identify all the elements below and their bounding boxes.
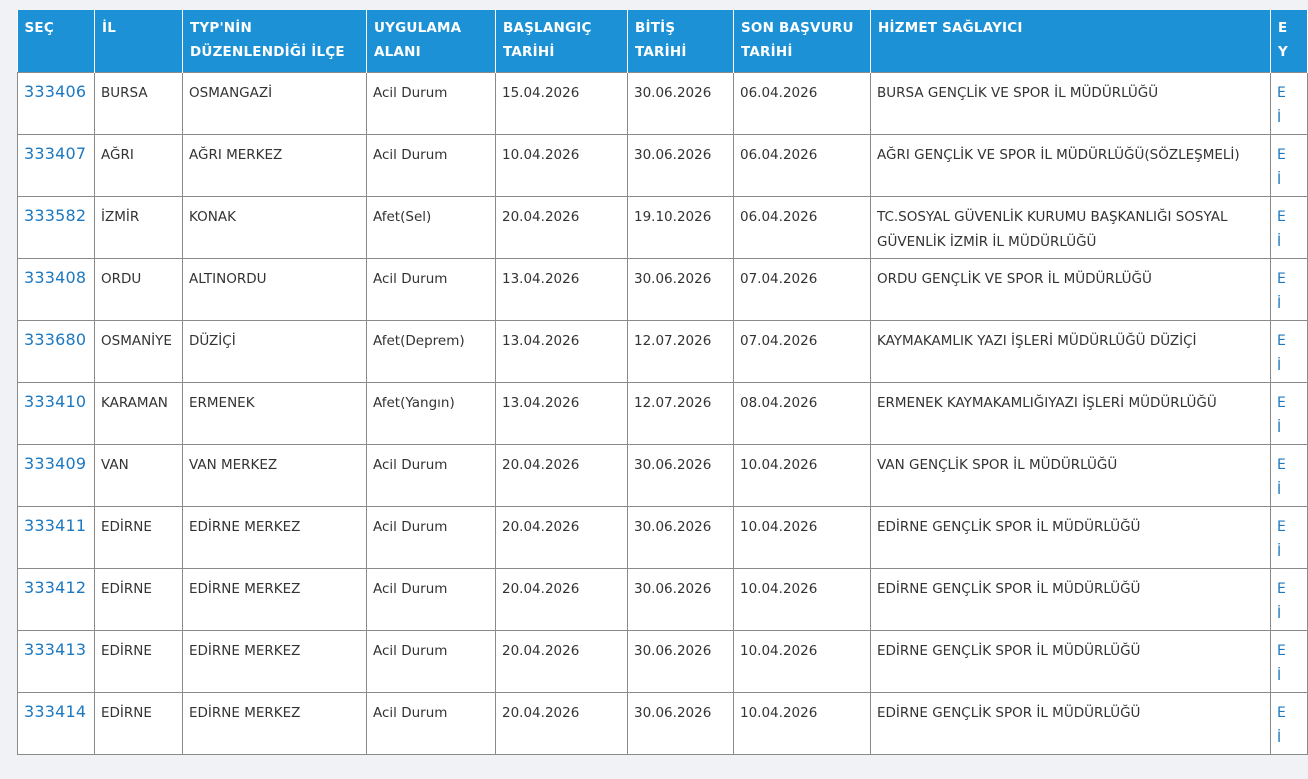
cell-extra-line1: E xyxy=(1277,84,1286,101)
cell-baslangic: 20.04.2026 xyxy=(496,196,628,258)
sec-link[interactable]: 333414 xyxy=(24,701,87,721)
cell-alan: Acil Durum xyxy=(367,568,496,630)
cell-il: KARAMAN xyxy=(95,382,183,444)
table-row xyxy=(18,196,1308,258)
sec-link[interactable]: 333413 xyxy=(24,639,87,659)
cell-il: EDİRNE xyxy=(95,630,183,692)
header-ilce[interactable] xyxy=(183,10,367,72)
header-row xyxy=(18,10,1308,72)
cell-alan: Acil Durum xyxy=(367,630,496,692)
cell-sec xyxy=(18,382,95,444)
table-body xyxy=(18,72,1308,754)
cell-baslangic: 20.04.2026 xyxy=(496,630,628,692)
header-extra[interactable] xyxy=(1271,10,1308,72)
cell-ilce: DÜZİÇİ xyxy=(183,320,367,382)
cell-alan: Acil Durum xyxy=(367,258,496,320)
cell-extra[interactable] xyxy=(1271,258,1308,320)
cell-il: EDİRNE xyxy=(95,568,183,630)
cell-sec xyxy=(18,630,95,692)
cell-alan: Acil Durum xyxy=(367,506,496,568)
cell-son-basvuru: 10.04.2026 xyxy=(734,630,871,692)
cell-hizmet: VAN GENÇLİK SPOR İL MÜDÜRLÜĞÜ xyxy=(871,444,1271,506)
cell-extra-line2: İ xyxy=(1277,543,1282,560)
header-hizmet[interactable] xyxy=(871,10,1271,72)
cell-bitis: 30.06.2026 xyxy=(628,568,734,630)
cell-extra[interactable] xyxy=(1271,72,1308,134)
sec-link[interactable]: 333412 xyxy=(24,577,87,597)
cell-hizmet: EDİRNE GENÇLİK SPOR İL MÜDÜRLÜĞÜ xyxy=(871,568,1271,630)
cell-ilce: ALTINORDU xyxy=(183,258,367,320)
cell-ilce: EDİRNE MERKEZ xyxy=(183,506,367,568)
cell-ilce: VAN MERKEZ xyxy=(183,444,367,506)
cell-son-basvuru: 06.04.2026 xyxy=(734,134,871,196)
table-row xyxy=(18,72,1308,134)
table-row xyxy=(18,444,1308,506)
cell-extra-line1: E xyxy=(1277,270,1286,287)
cell-alan: Afet(Sel) xyxy=(367,196,496,258)
cell-son-basvuru: 06.04.2026 xyxy=(734,72,871,134)
cell-hizmet: BURSA GENÇLİK VE SPOR İL MÜDÜRLÜĞÜ xyxy=(871,72,1271,134)
listings-table xyxy=(17,10,1308,755)
header-sec-label: SEÇ xyxy=(24,20,54,36)
table-row xyxy=(18,630,1308,692)
cell-son-basvuru: 07.04.2026 xyxy=(734,258,871,320)
cell-alan: Afet(Deprem) xyxy=(367,320,496,382)
sec-link[interactable]: 333582 xyxy=(24,205,87,225)
cell-il: İZMİR xyxy=(95,196,183,258)
header-baslangic-line2: TARİHİ xyxy=(503,44,555,60)
cell-son-basvuru: 07.04.2026 xyxy=(734,320,871,382)
cell-sec xyxy=(18,72,95,134)
cell-ilce: AĞRI MERKEZ xyxy=(183,134,367,196)
cell-extra-line1: E xyxy=(1277,518,1286,535)
cell-ilce: EDİRNE MERKEZ xyxy=(183,568,367,630)
header-bitis-line1: BİTİŞ xyxy=(635,20,676,36)
header-baslangic[interactable] xyxy=(496,10,628,72)
cell-ilce: ERMENEK xyxy=(183,382,367,444)
cell-bitis: 30.06.2026 xyxy=(628,258,734,320)
cell-il: AĞRI xyxy=(95,134,183,196)
cell-extra-line2: İ xyxy=(1277,233,1282,250)
cell-sec xyxy=(18,134,95,196)
cell-extra[interactable] xyxy=(1271,444,1308,506)
cell-hizmet: ORDU GENÇLİK VE SPOR İL MÜDÜRLÜĞÜ xyxy=(871,258,1271,320)
cell-alan: Acil Durum xyxy=(367,692,496,754)
cell-extra-line1: E xyxy=(1277,704,1286,721)
cell-bitis: 30.06.2026 xyxy=(628,506,734,568)
cell-extra-line2: İ xyxy=(1277,109,1282,126)
cell-son-basvuru: 10.04.2026 xyxy=(734,692,871,754)
cell-extra[interactable] xyxy=(1271,196,1308,258)
cell-baslangic: 20.04.2026 xyxy=(496,568,628,630)
cell-extra-line2: İ xyxy=(1277,481,1282,498)
cell-ilce: KONAK xyxy=(183,196,367,258)
cell-hizmet: EDİRNE GENÇLİK SPOR İL MÜDÜRLÜĞÜ xyxy=(871,692,1271,754)
cell-sec xyxy=(18,692,95,754)
cell-alan: Acil Durum xyxy=(367,134,496,196)
cell-hizmet: EDİRNE GENÇLİK SPOR İL MÜDÜRLÜĞÜ xyxy=(871,630,1271,692)
table-row xyxy=(18,258,1308,320)
header-bitis[interactable] xyxy=(628,10,734,72)
cell-baslangic: 20.04.2026 xyxy=(496,692,628,754)
cell-extra-line1: E xyxy=(1277,642,1286,659)
cell-il: EDİRNE xyxy=(95,506,183,568)
header-sec[interactable] xyxy=(18,10,95,72)
cell-ilce: OSMANGAZİ xyxy=(183,72,367,134)
cell-extra-line1: E xyxy=(1277,208,1286,225)
cell-bitis: 30.06.2026 xyxy=(628,444,734,506)
cell-extra-line2: İ xyxy=(1277,605,1282,622)
cell-son-basvuru: 10.04.2026 xyxy=(734,568,871,630)
cell-extra-line1: E xyxy=(1277,394,1286,411)
cell-extra-line1: E xyxy=(1277,146,1286,163)
header-extra-line1: E xyxy=(1278,20,1288,36)
sec-link[interactable]: 333408 xyxy=(24,267,87,287)
cell-baslangic: 13.04.2026 xyxy=(496,258,628,320)
cell-son-basvuru: 10.04.2026 xyxy=(734,444,871,506)
cell-bitis: 30.06.2026 xyxy=(628,630,734,692)
cell-extra[interactable] xyxy=(1271,382,1308,444)
cell-sec xyxy=(18,320,95,382)
cell-extra[interactable] xyxy=(1271,320,1308,382)
table-row xyxy=(18,506,1308,568)
cell-bitis: 12.07.2026 xyxy=(628,320,734,382)
header-son-line2: TARİHİ xyxy=(741,44,793,60)
header-alan-line2: ALANI xyxy=(374,44,421,60)
sec-link[interactable]: 333410 xyxy=(24,391,87,411)
header-ilce-line2: DÜZENLENDİĞİ İLÇE xyxy=(190,44,345,60)
header-ilce-line1: TYP'NİN xyxy=(190,20,253,36)
header-alan[interactable] xyxy=(367,10,496,72)
cell-sec xyxy=(18,506,95,568)
header-il-label: İL xyxy=(102,20,117,36)
cell-extra-line1: E xyxy=(1277,332,1286,349)
cell-ilce: EDİRNE MERKEZ xyxy=(183,630,367,692)
cell-baslangic: 20.04.2026 xyxy=(496,506,628,568)
header-hizmet-label: HİZMET SAĞLAYICI xyxy=(878,20,1023,36)
table-row xyxy=(18,568,1308,630)
header-son-line1: SON BAŞVURU xyxy=(741,20,854,36)
header-il[interactable] xyxy=(95,10,183,72)
cell-extra-line2: İ xyxy=(1277,171,1282,188)
cell-bitis: 19.10.2026 xyxy=(628,196,734,258)
sec-link[interactable]: 333409 xyxy=(24,453,87,473)
header-baslangic-line1: BAŞLANGIÇ xyxy=(503,20,592,36)
cell-hizmet: TC.SOSYAL GÜVENLİK KURUMU BAŞKANLIĞI SOSYAL GÜVENLİK İZMİR İL MÜDÜRLÜĞÜ xyxy=(871,196,1271,258)
header-alan-line1: UYGULAMA xyxy=(374,20,462,36)
sec-link[interactable]: 333680 xyxy=(24,329,87,349)
header-extra-line2: Y xyxy=(1278,44,1288,60)
cell-hizmet: AĞRI GENÇLİK VE SPOR İL MÜDÜRLÜĞÜ(SÖZLEŞMELİ) xyxy=(871,134,1271,196)
cell-bitis: 30.06.2026 xyxy=(628,134,734,196)
cell-extra[interactable] xyxy=(1271,134,1308,196)
cell-extra[interactable] xyxy=(1271,692,1308,754)
cell-extra-line2: İ xyxy=(1277,357,1282,374)
cell-sec xyxy=(18,568,95,630)
cell-son-basvuru: 10.04.2026 xyxy=(734,506,871,568)
cell-ilce: EDİRNE MERKEZ xyxy=(183,692,367,754)
cell-il: BURSA xyxy=(95,72,183,134)
cell-extra-line1: E xyxy=(1277,580,1286,597)
cell-extra-line2: İ xyxy=(1277,729,1282,746)
cell-il: OSMANİYE xyxy=(95,320,183,382)
cell-extra-line2: İ xyxy=(1277,295,1282,312)
cell-baslangic: 13.04.2026 xyxy=(496,382,628,444)
cell-il: ORDU xyxy=(95,258,183,320)
cell-il: VAN xyxy=(95,444,183,506)
top-strip xyxy=(0,0,1280,10)
cell-bitis: 12.07.2026 xyxy=(628,382,734,444)
table-row xyxy=(18,320,1308,382)
cell-baslangic: 15.04.2026 xyxy=(496,72,628,134)
cell-alan: Afet(Yangın) xyxy=(367,382,496,444)
cell-hizmet: KAYMAKAMLIK YAZI İŞLERİ MÜDÜRLÜĞÜ DÜZİÇİ xyxy=(871,320,1271,382)
table-header xyxy=(18,10,1308,72)
cell-bitis: 30.06.2026 xyxy=(628,72,734,134)
cell-extra-line2: İ xyxy=(1277,419,1282,436)
cell-il: EDİRNE xyxy=(95,692,183,754)
cell-extra[interactable] xyxy=(1271,506,1308,568)
sec-link[interactable]: 333406 xyxy=(24,81,87,101)
cell-extra[interactable] xyxy=(1271,568,1308,630)
table-row xyxy=(18,382,1308,444)
cell-sec xyxy=(18,444,95,506)
cell-baslangic: 13.04.2026 xyxy=(496,320,628,382)
sec-link[interactable]: 333411 xyxy=(24,515,87,535)
cell-extra-line1: E xyxy=(1277,456,1286,473)
cell-sec xyxy=(18,258,95,320)
cell-hizmet: EDİRNE GENÇLİK SPOR İL MÜDÜRLÜĞÜ xyxy=(871,506,1271,568)
cell-extra[interactable] xyxy=(1271,630,1308,692)
cell-baslangic: 10.04.2026 xyxy=(496,134,628,196)
cell-extra-line2: İ xyxy=(1277,667,1282,684)
cell-sec xyxy=(18,196,95,258)
sec-link[interactable]: 333407 xyxy=(24,143,87,163)
header-son-basvuru[interactable] xyxy=(734,10,871,72)
header-bitis-line2: TARİHİ xyxy=(635,44,687,60)
cell-son-basvuru: 06.04.2026 xyxy=(734,196,871,258)
cell-baslangic: 20.04.2026 xyxy=(496,444,628,506)
cell-alan: Acil Durum xyxy=(367,444,496,506)
table-row xyxy=(18,134,1308,196)
table-row xyxy=(18,692,1308,754)
cell-son-basvuru: 08.04.2026 xyxy=(734,382,871,444)
cell-hizmet: ERMENEK KAYMAKAMLIĞIYAZI İŞLERİ MÜDÜRLÜĞÜ xyxy=(871,382,1271,444)
cell-alan: Acil Durum xyxy=(367,72,496,134)
cell-bitis: 30.06.2026 xyxy=(628,692,734,754)
